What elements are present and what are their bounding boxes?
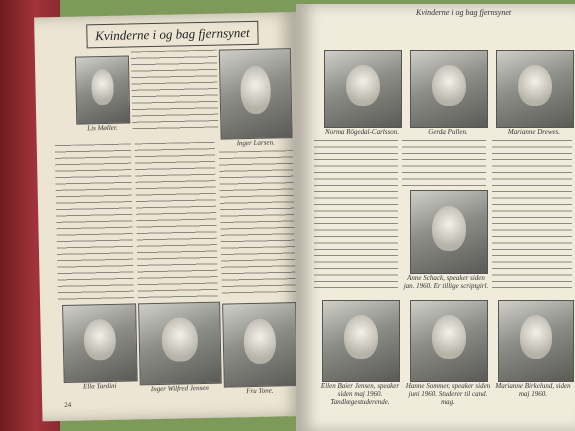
photo-lis-moller — [75, 56, 130, 125]
photo-inger-wilfred — [138, 302, 222, 386]
photo-norma — [324, 50, 402, 128]
text-column — [55, 143, 134, 301]
caption-fru-tone: Fru Tone. — [246, 386, 274, 396]
caption-marianne-drews: Marianne Drewes. — [507, 128, 561, 136]
page-number: 24 — [64, 400, 72, 409]
photo-gerda — [410, 50, 488, 128]
photo-fru-tone — [222, 302, 298, 388]
text-column — [131, 50, 219, 132]
photo-marianne-birkelund — [498, 300, 574, 382]
caption-inger-wilfred: Inger Wilfred Jensen — [150, 383, 209, 394]
text-column — [135, 142, 218, 300]
caption-ellen-baier: Ellen Baier Jensen, speaker siden maj 1960. Tandlægestuderende. — [320, 382, 400, 406]
photo-anne-schack — [410, 190, 488, 274]
photo-inger-larsen — [219, 48, 293, 139]
right-page — [296, 4, 575, 431]
caption-lis-moller: Lis Møller. — [87, 123, 118, 133]
caption-anne-schack: Anne Schack, speaker siden jan. 1960. Er tillige scriptgirl. — [403, 274, 489, 290]
text-column — [219, 150, 296, 298]
running-head: Kvinderne i og bag fjernsynet — [416, 8, 512, 17]
article-title: Kvinderne i og bag fjernsynet — [86, 21, 258, 49]
text-column — [402, 140, 486, 186]
text-column — [314, 140, 398, 290]
caption-norma: Norma Rögedal-Carlsson. — [325, 128, 399, 136]
photo-hanne-sommer — [410, 300, 488, 382]
caption-hanne-sommer: Hanne Sommer, speaker siden juni 1960. Studerer til cand. mag. — [405, 382, 491, 406]
caption-marianne-birkelund: Marianne Birkelund, siden maj 1960. — [495, 382, 571, 398]
caption-ellen-tardini: Ella Tardini — [82, 381, 117, 391]
photo-marianne-drews — [496, 50, 574, 128]
photo-ellen-baier — [322, 300, 400, 382]
photo-ellen-tardini — [62, 303, 138, 383]
text-column — [492, 140, 572, 290]
caption-gerda: Gerda Pullen. — [428, 128, 468, 136]
left-page — [34, 12, 304, 421]
caption-inger-larsen: Inger Larsen. — [236, 138, 275, 148]
